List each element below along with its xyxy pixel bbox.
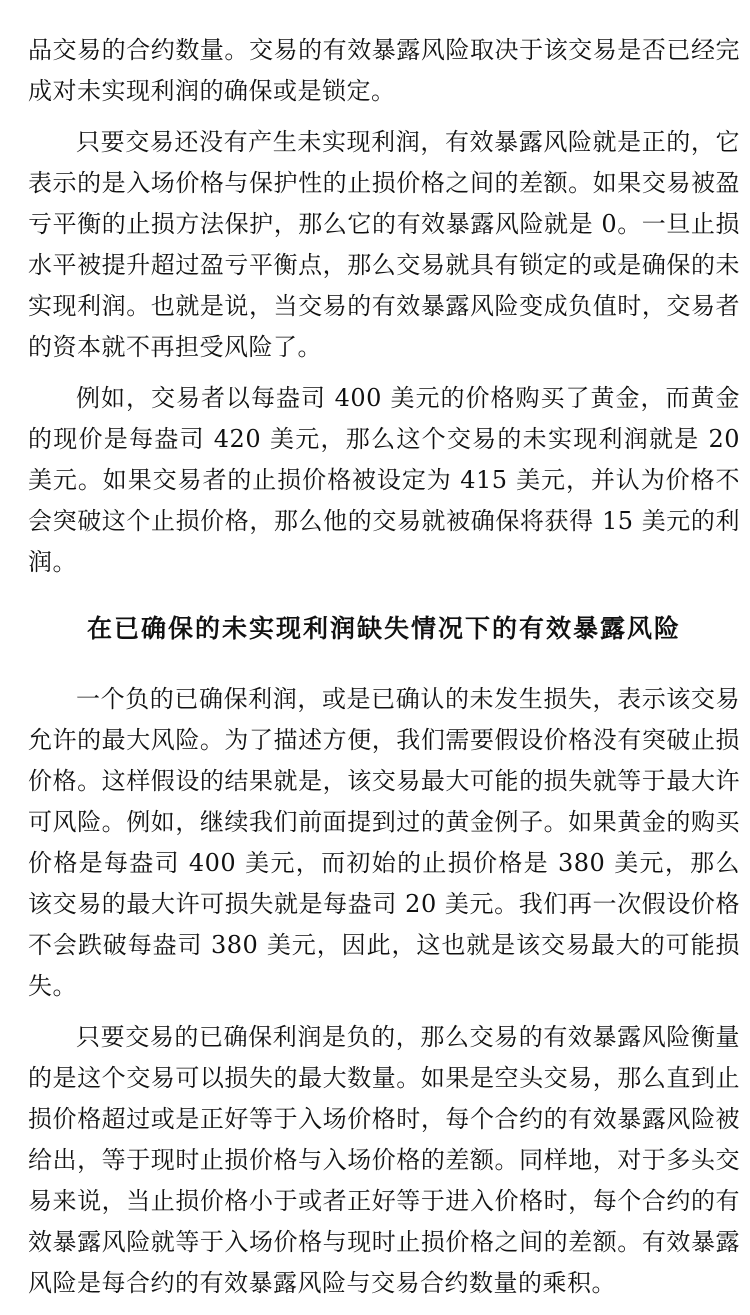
section-heading: 在已确保的未实现利润缺失情况下的有效暴露风险 (86, 614, 681, 643)
paragraph-gold-profit-example: 例如，交易者以每盎司 400 美元的价格购买了黄金，而黄金的现价是每盎司 420 美元，那么这个交易的未实现利润就是 20 美元。如果交易者的止损价格被设定为 415 美元，并认为价格不会突破这个止损价格，那么他的交易就被确保将获得 15 美元的利润。 (28, 384, 740, 576)
paragraph-continued: 品交易的合约数量。交易的有效暴露风险取决于该交易是否已经完成对未实现利润的确保或是锁定。 (28, 36, 740, 105)
paragraph-positive-exposure: 只要交易还没有产生未实现利润，有效暴露风险就是正的，它表示的是入场价格与保护性的止损价格之间的差额。如果交易被盈亏平衡的止损方法保护，那么它的有效暴露风险就是 0。一旦止损水平被提升超过盈亏平衡点，那么交易就具有锁定的或是确保的未实现利润。也就是说，当交易的有效暴露风险变成负值时，交易者的资本就不再担受风险了。 (28, 128, 740, 361)
paragraph-exposure-measure: 只要交易的已确保利润是负的，那么交易的有效暴露风险衡量的是这个交易可以损失的最大数量。如果是空头交易，那么直到止损价格超过或是正好等于入场价格时，每个合约的有效暴露风险被给出，等于现时止损价格与入场价格的差额。同样地，对于多头交易来说，当止损价格小于或者正好等于进入价格时，每个合约的有效暴露风险就等于入场价格与现时止损价格之间的差额。有效暴露风险是每合约的有效暴露风险与交易合约数量的乘积。 (28, 1023, 740, 1297)
document-page (28, 30, 740, 1304)
paragraph-negative-profit: 一个负的已确保利润，或是已确认的未发生损失，表示该交易允许的最大风险。为了描述方便，我们需要假设价格没有突破止损价格。这样假设的结果就是，该交易最大可能的损失就等于最大许可风险。例如，继续我们前面提到过的黄金例子。如果黄金的购买价格是每盎司 400 美元，而初始的止损价格是 380 美元，那么该交易的最大许可损失就是每盎司 20 美元。我们再一次假设价格不会跌破每盎司 380 美元，因此，这也就是该交易最大的可能损失。 (28, 685, 740, 1000)
